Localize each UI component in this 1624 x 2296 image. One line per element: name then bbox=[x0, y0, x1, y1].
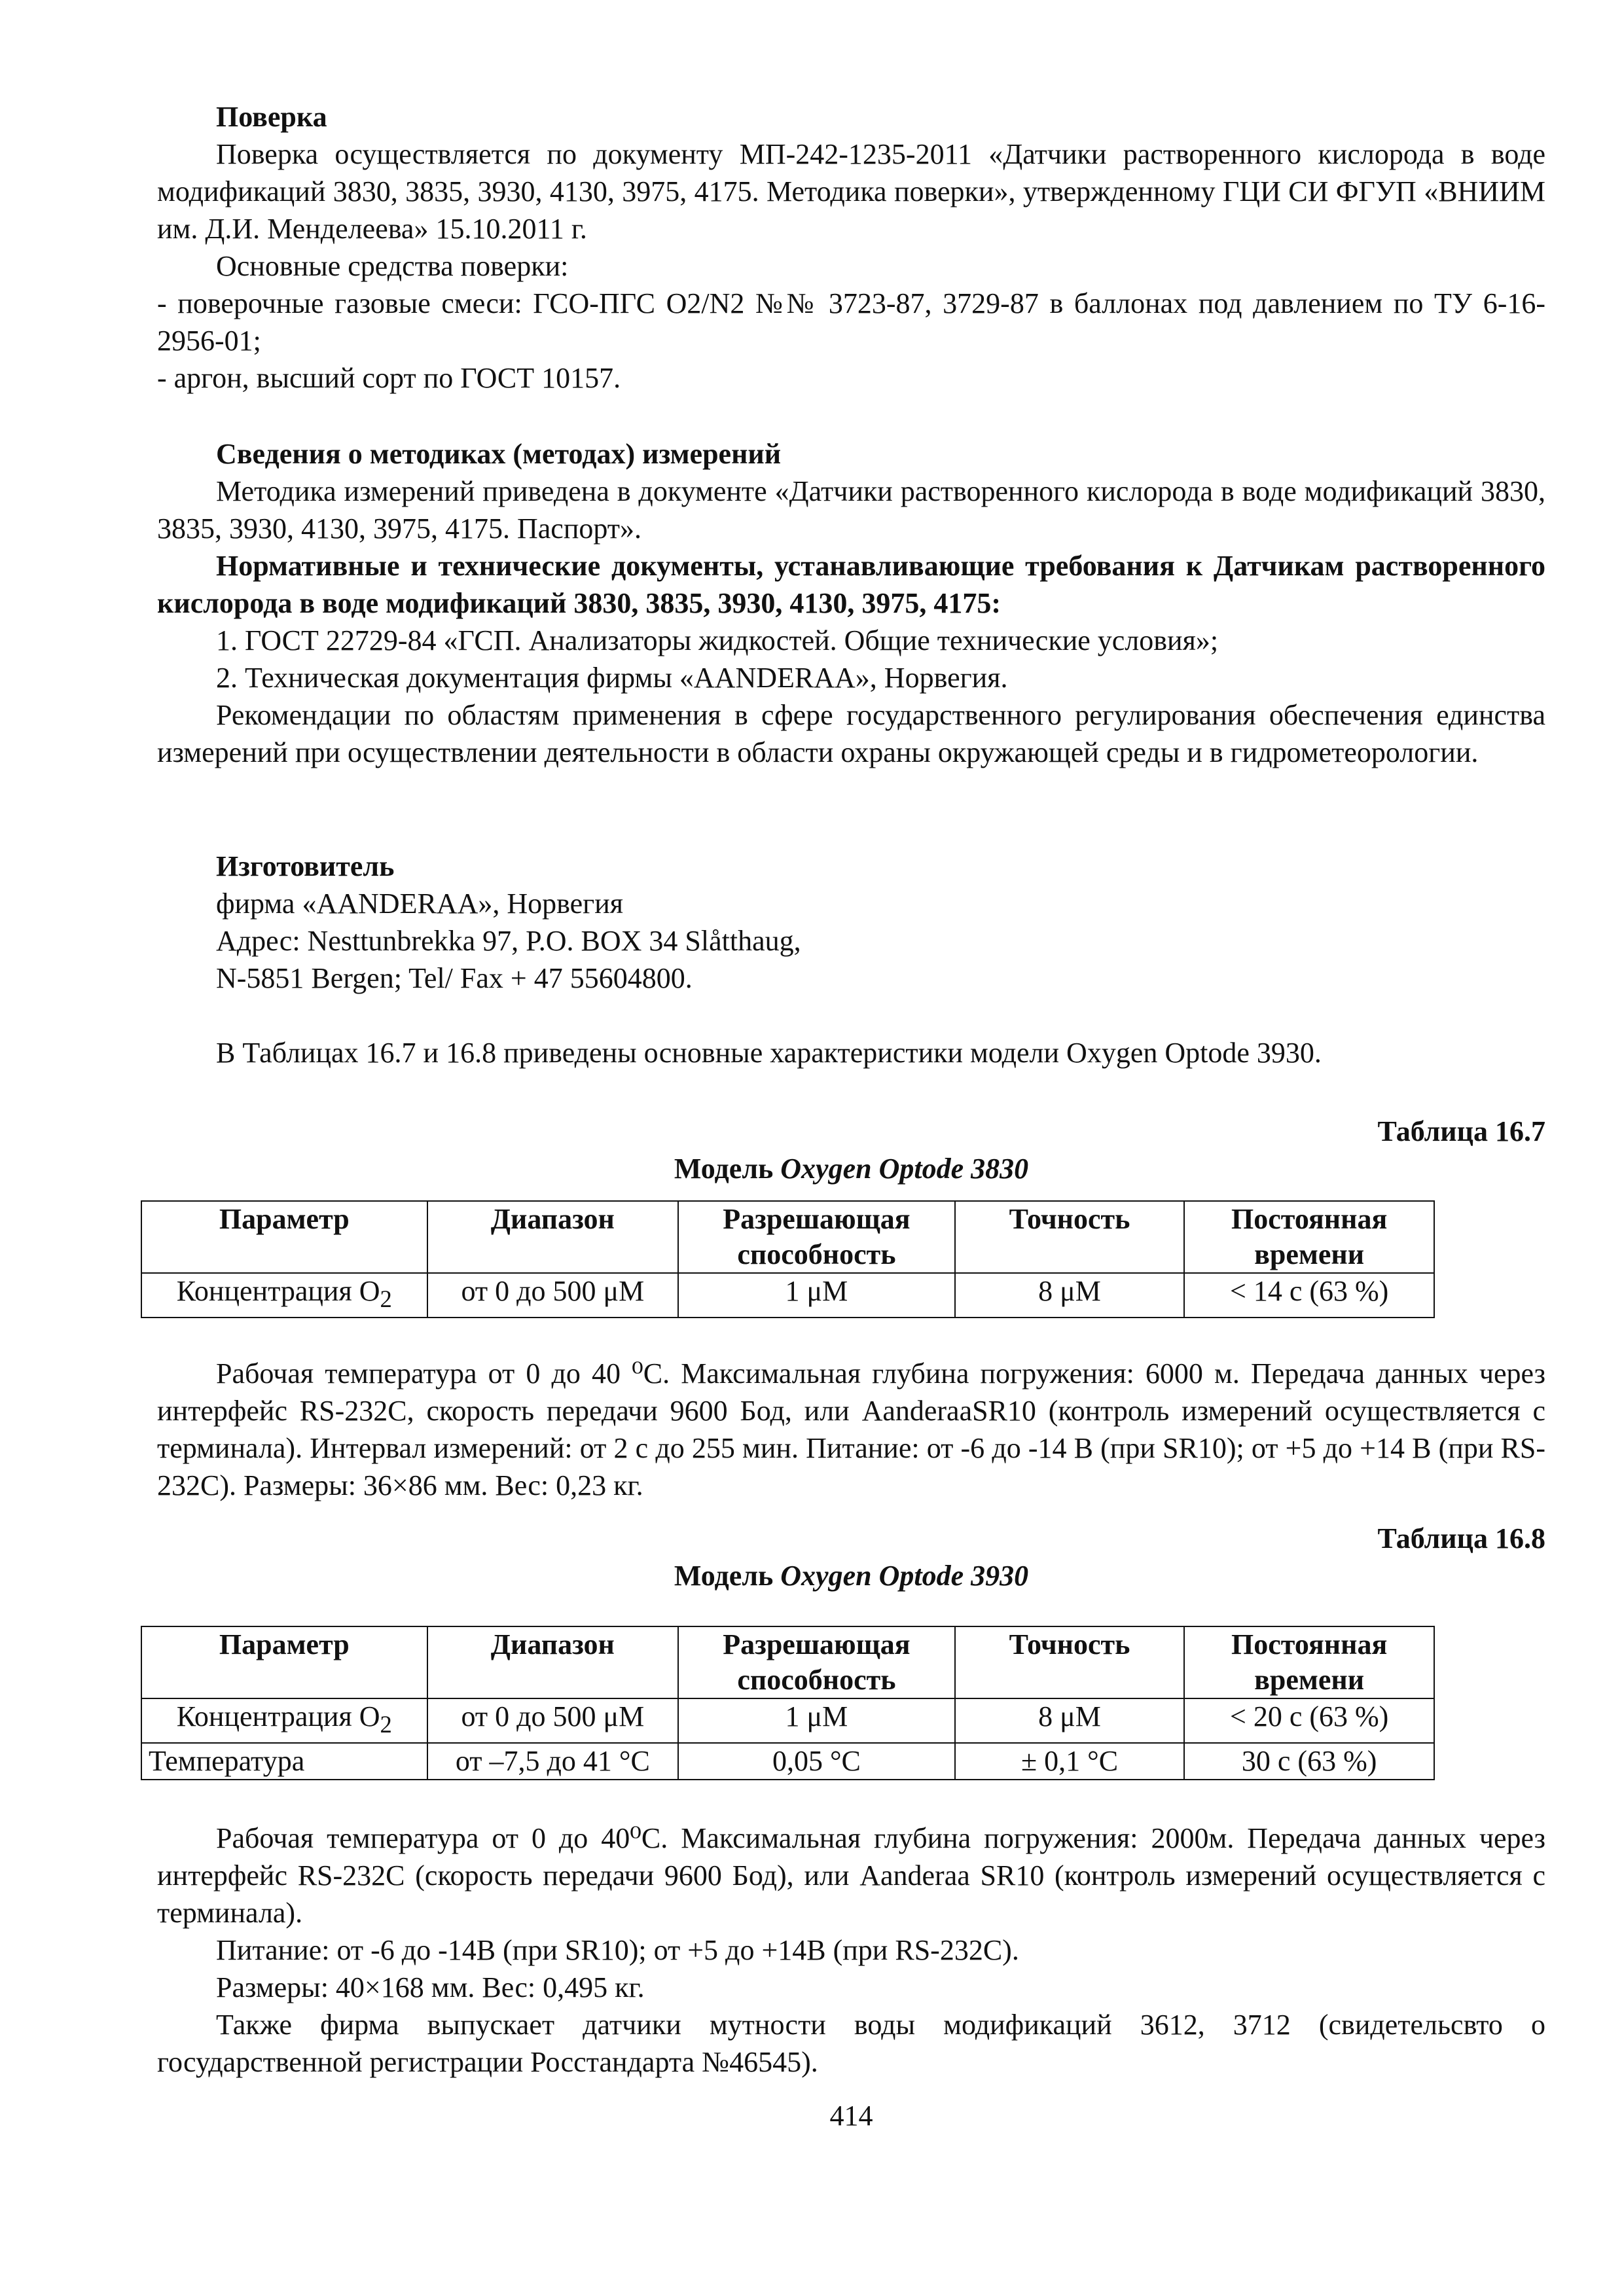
column-header: Диапазон bbox=[427, 1201, 679, 1273]
table-cell: < 20 с (63 %) bbox=[1184, 1698, 1434, 1743]
paragraph: Размеры: 40×168 мм. Вес: 0,495 кг. bbox=[216, 1971, 645, 2003]
table-label: Таблица 16.8 bbox=[1377, 1522, 1545, 1554]
column-header: Разрешающая способность bbox=[678, 1626, 955, 1698]
section-heading: Изготовитель bbox=[216, 850, 395, 882]
table-cell: от 0 до 500 μM bbox=[427, 1698, 679, 1743]
paragraph: Методика измерений приведена в документе «Датчики растворенного кислорода в воде модификаций 3830, 3835, 3930, 4130, 3975, 4175. Паспорт». bbox=[157, 475, 1545, 545]
caption-model: Oxygen Optode 3830 bbox=[780, 1153, 1029, 1185]
subscript: 2 bbox=[380, 1285, 392, 1312]
caption-prefix: Модель bbox=[674, 1560, 781, 1592]
address-line: N-5851 Bergen; Tel/ Fax + 47 55604800. bbox=[216, 962, 693, 994]
paragraph: Основные средства поверки: bbox=[216, 250, 569, 282]
table-cell: Температура bbox=[141, 1743, 427, 1780]
document-page bbox=[149, 0, 1545, 2296]
cell-text: Концентрация O bbox=[176, 1700, 380, 1732]
address-line: Адрес: Nesttunbrekka 97, P.O. BOX 34 Slåtthaug, bbox=[216, 925, 801, 957]
caption-model: Oxygen Optode 3930 bbox=[780, 1560, 1029, 1592]
verification-section bbox=[157, 98, 1545, 397]
table-cell: 30 с (63 %) bbox=[1184, 1743, 1434, 1780]
paragraph-after-table-16-7 bbox=[157, 1355, 1545, 1504]
column-header: Разрешающая способность bbox=[678, 1201, 955, 1273]
table-16-7-label-block bbox=[157, 1113, 1545, 1187]
table-cell: < 14 с (63 %) bbox=[1184, 1273, 1434, 1318]
table-cell: 8 μM bbox=[955, 1273, 1185, 1318]
column-header: Параметр bbox=[141, 1626, 427, 1698]
paragraph: Рабочая температура от 0 до 40⁰С. Максимальная глубина погружения: 2000м. Передача данных через интерфейс RS-232C (скорость передачи 9600 Бод), или Aanderaa SR10 (контроль измерений осуществляется с терминала). bbox=[157, 1822, 1545, 1929]
paragraph: Рабочая температура от 0 до 40 ⁰С. Максимальная глубина погружения: 6000 м. Передача данных через интерфейс RS-232C, скорость передачи 9600 Бод, или AanderaaSR10 (контроль измерений осуществляется с терминала). Интервал измерений: от 2 с до 255 мин. Питание: от -6 до -14 В (при SR10); от +5 до +14 В (при RS-232C). Размеры: 36×86 мм. Вес: 0,23 кг. bbox=[157, 1357, 1545, 1501]
column-header: Точность bbox=[955, 1201, 1185, 1273]
list-item: - аргон, высший сорт по ГОСТ 10157. bbox=[157, 362, 621, 394]
list-item: 1. ГОСТ 22729-84 «ГСП. Анализаторы жидкостей. Общие технические условия»; bbox=[216, 624, 1219, 656]
table-cell bbox=[141, 1698, 427, 1743]
table-cell: 1 μM bbox=[678, 1273, 955, 1318]
column-header: Точность bbox=[955, 1626, 1185, 1698]
table-row bbox=[141, 1273, 1434, 1318]
table-16-8-label-block bbox=[157, 1520, 1545, 1594]
table-caption bbox=[157, 1150, 1545, 1187]
paragraph: Питание: от -6 до -14В (при SR10); от +5 до +14В (при RS-232C). bbox=[216, 1934, 1019, 1966]
table-16-7 bbox=[141, 1200, 1435, 1318]
column-header: Постоянная времени bbox=[1184, 1201, 1434, 1273]
closing-section bbox=[157, 1820, 1545, 2081]
table-header-row bbox=[141, 1626, 1434, 1698]
table-cell: от 0 до 500 μM bbox=[427, 1273, 679, 1318]
table-cell: 0,05 °С bbox=[678, 1743, 955, 1780]
section-heading: Сведения о методиках (методах) измерений bbox=[216, 438, 782, 470]
cell-text: Концентрация O bbox=[176, 1275, 380, 1307]
table-label: Таблица 16.7 bbox=[1377, 1115, 1545, 1147]
column-header: Параметр bbox=[141, 1201, 427, 1273]
intro-paragraph bbox=[157, 1034, 1545, 1071]
table-row bbox=[141, 1698, 1434, 1743]
table-cell bbox=[141, 1273, 427, 1318]
list-item: 2. Техническая документация фирмы «AANDERAA», Норвегия. bbox=[216, 662, 1008, 694]
paragraph: Рекомендации по областям применения в сфере государственного регулирования обеспечения единства измерений при осуществлении деятельности в области охраны окружающей среды и в гидрометеорологии. bbox=[157, 699, 1545, 768]
caption-prefix: Модель bbox=[674, 1153, 781, 1185]
table-cell: 8 μM bbox=[955, 1698, 1185, 1743]
column-header: Диапазон bbox=[427, 1626, 679, 1698]
page-number: 414 bbox=[829, 2100, 873, 2132]
section-heading: Поверка bbox=[216, 101, 327, 133]
column-header: Постоянная времени bbox=[1184, 1626, 1434, 1698]
section-heading: Нормативные и технические документы, устанавливающие требования к Датчикам растворенного кислорода в воде модификаций 3830, 3835, 3930, 4130, 3975, 4175: bbox=[157, 550, 1545, 619]
methods-section bbox=[157, 435, 1545, 771]
table-caption bbox=[157, 1557, 1545, 1594]
table-cell: ± 0,1 °С bbox=[955, 1743, 1185, 1780]
table-16-8 bbox=[141, 1626, 1435, 1780]
paragraph: Также фирма выпускает датчики мутности воды модификаций 3612, 3712 (свидетельсвто о государственной регистрации Росстандарта №46545). bbox=[157, 2009, 1545, 2078]
list-item: - поверочные газовые смеси: ГСО-ПГС О2/N2 №№ 3723-87, 3729-87 в баллонах под давлением по ТУ 6-16-2956-01; bbox=[157, 287, 1545, 357]
table-header-row bbox=[141, 1201, 1434, 1273]
paragraph: В Таблицах 16.7 и 16.8 приведены основные характеристики модели Oxygen Optode 3930. bbox=[216, 1037, 1322, 1069]
address-line: фирма «AANDERAA», Норвегия bbox=[216, 888, 623, 920]
table-row bbox=[141, 1743, 1434, 1780]
table-cell: 1 μM bbox=[678, 1698, 955, 1743]
subscript: 2 bbox=[380, 1710, 392, 1738]
table-cell: от –7,5 до 41 °С bbox=[427, 1743, 679, 1780]
manufacturer-section bbox=[157, 848, 1545, 997]
paragraph: Поверка осуществляется по документу МП-242-1235-2011 «Датчики растворенного кислорода в воде модификаций 3830, 3835, 3930, 4130, 3975, 4175. Методика поверки», утвержденному ГЦИ СИ ФГУП «ВНИИМ им. Д.И. Менделеева» 15.10.2011 г. bbox=[157, 138, 1545, 245]
